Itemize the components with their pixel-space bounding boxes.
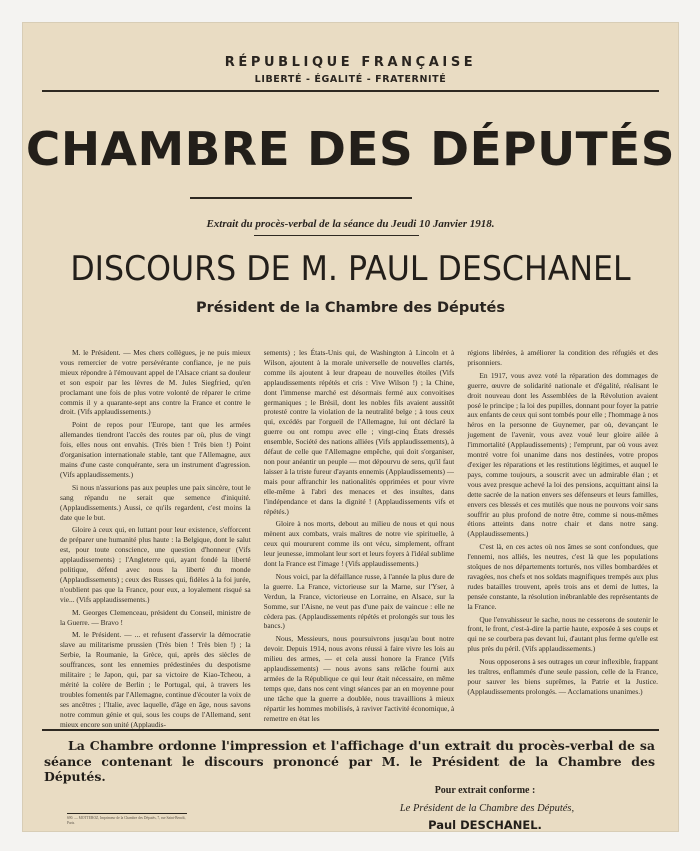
top-rule xyxy=(42,90,659,92)
extrait-line: Extrait du procès-verbal de la séance du Jeudi 10 Janvier 1918. xyxy=(206,218,495,230)
president-subtitle: Président de la Chambre des Députés xyxy=(196,300,505,316)
speech-columns xyxy=(60,348,658,732)
paragraph: régions libérées, à améliorer la condition des réfugiés et des prisonniers. xyxy=(467,348,658,367)
pour-extrait-conforme: Pour extrait conforme : xyxy=(434,785,536,796)
republique-heading: RÉPUBLIQUE FRANÇAISE xyxy=(224,55,477,70)
signer-name: Paul DESCHANEL. xyxy=(428,818,542,832)
paragraph: M. le Président. — ... et refusent d'asservir la démocratie slave au militarisme prussien (Très bien ! Très bien !) ; la Serbie, la Roumanie, la Grèce, qui, après des siècles de souffrances, sont les ennemies prédestinées du despotisme militaire ; le Japon, qui, par sa victoire de Kiao-Tcheou, a mérité la colère de Berlin ; le Portugal, qui, à travers les troubles fomentés par l'Allemagne, continue d'écouter la voix de ses ancêtres ; l'Italie, avec laquelle, d'âge en âge, nous savons notre commun génie et qui, sous les coups de l'Allemand, sent mieux encore son unité (Applaudis- xyxy=(60,630,251,729)
paragraph: Nous opposerons à ses outrages un cœur inflexible, frappant les traîtres, enflammés d'une seule passion, celle de la France, pour sauver les biens suprêmes, la Patrie et la Justice. (Applaudissements prolongés. — Acclamations unanimes.) xyxy=(467,657,658,696)
extrait-rule-bottom xyxy=(254,235,419,236)
paragraph: M. le Président. — Mes chers collègues, je ne puis mieux vous remercier de votre persévérante confiance, je ne puis mieux répondre à l'émouvant appel de l'Alsace criant sa douleur et son espoir par les lèvres de M. Jules Siegfried, qu'en proclamant une fois de plus votre volonté de réparer le crime commis il y a quarante-sept ans contre la France et contre le droit. (Vifs applaudissements.) xyxy=(60,348,251,417)
discours-title: DISCOURS DE M. PAUL DESCHANEL xyxy=(70,249,631,289)
ordonnance-text: La Chambre ordonne l'impression et l'affichage d'un extrait du procès-verbal de sa séance contenant le discours prononcé par M. le Président de la Chambre des Députés. xyxy=(44,738,655,784)
speech-column-2 xyxy=(264,348,455,732)
paragraph: C'est là, en ces actes où nos âmes se sont confondues, que l'ennemi, nos alliés, les neutres, c'est là que les populations stoïques de nos départements torturés, nos villes bombardées et ravagées, nos chefs et nos soldats magnifiques trempés aux plus rudes batailles trouvent, après trois ans et demi de luttes, la pensée constante, la résolution inébranlable des représentants de la France. xyxy=(467,542,658,611)
poster xyxy=(22,22,679,832)
paragraph: Que l'envahisseur le sache, nous ne cesserons de soutenir le front, le front, c'est-à-dire la partie haute, exposée à ses coups et qui ne se courbera pas devant lui, d'autant plus ferme qu'elle est plus près du péril. (Vifs applaudissements.) xyxy=(467,614,658,654)
devise: LIBERTÉ - ÉGALITÉ - FRATERNITÉ xyxy=(254,74,447,85)
paragraph: Gloire à nos morts, debout au milieu de nous et qui nous mènent aux combats, vrais maîtres de notre vie spirituelle, à ceux qui moururent comme ils ont vécu, simplement, offrant leur jeunesse, immolant leur sort et leurs foyers à l'idéal sublime dont la France est l'image ! (Vifs applaudissements.) xyxy=(263,519,455,569)
speech-column-3 xyxy=(467,348,658,732)
chambre-title: CHAMBRE DES DÉPUTÉS xyxy=(25,122,676,176)
paragraph: Point de repos pour l'Europe, tant que les armées allemandes tiendront l'accès des routes par où, plus de vingt fois, elles nous ont envahis. (Très bien ! Très bien !) Point d'organisation internationale stable, tant que l'Allemagne, aux mains d'une caste conquérante, sera un instrument d'agression. (Vifs applaudissements.) xyxy=(60,420,251,479)
paragraph: Nous, Messieurs, nous poursuivrons jusqu'au bout notre devoir. Depuis 1914, nous avons réussi à faire vivre les lois au milieu des armes, — et cela aussi honore la France (Vifs applaudissements) — nous avons sans relâche fourni aux armées de la République ce qui leur était nécessaire, en même temps que, dans nos cent vingt séances par an en moyenne pour une tâche que la guerre a doublée, nous travaillions à mieux répartir les hommes mobilisés, à raviver l'activité économique, à remettre en état les xyxy=(263,634,455,723)
signer-role: Le Président de la Chambre des Députés, xyxy=(399,803,575,814)
paragraph: Nous voici, par la défaillance russe, à l'année la plus dure de la guerre. La France, victorieuse sur la Marne, sur l'Yser, à Verdun, la France, victorieuse en Lorraine, en Alsace, sur la Somme, sur l'Aisne, ne veut pas d'une paix de vaincue : elle ne cèdera pas. (Applaudissements répétés et prolongés sur tous les bancs.) xyxy=(263,571,455,631)
columns-bottom-rule xyxy=(42,729,659,731)
speech-column-1 xyxy=(60,348,251,732)
paragraph: Gloire à ceux qui, en luttant pour leur existence, s'efforcent de préparer une humanité plus haute : la Belgique, dont le salut est, pour toute conscience, une question d'honneur (Vifs applaudissements) ; l'Angleterre qui, ayant fondé la liberté politique, défend avec nous la liberté du monde (Applaudissements) ; ceux des Russes qui, fidèles à la foi jurée, n'oublient pas que la France, pour eux, a loyalement risqué sa vie... (Vifs applaudissements.) xyxy=(60,525,251,604)
paragraph: Si nous n'assurions pas aux peuples une paix sincère, tout le sang répandu ne serait que semence d'iniquité. (Applaudissements.) Aussi, ce qu'ils regardent, c'est moins la date que le but. xyxy=(60,482,251,522)
imprint-rule xyxy=(67,813,187,814)
paragraph: sements) ; les États-Unis qui, de Washington à Lincoln et à Wilson, ajoutent à la morale universelle de nouvelles clartés, comme ils ajoutent à leur drapeau de nouvelles étoiles (Vifs applaudissements répétés et cris : Vive Wilson !) ; la Chine, dont l'immense marché est désormais fermé aux convoitises germaniques ; le Brésil, dont les nobles fils avaient aussitôt protesté contre la violation de la neutralité belge ; à tous ceux qui, excédés par l'orgueil de l'Allemagne, lui ont déclaré la guerre ou ont rompu avec elle ; vingt-cinq États dressés ensemble, Société des nations alliées (Vifs applaudissements), à défaut de celle que l'Allemagne empêche, qui doit s'organiser, non pour anéantir un peuple — mot dépourvu de sens, qu'il faut laisser à la triste fureur d'ayants ennemis (Applaudissements) — mais pour affranchir les nationalités opprimées et pour vivre elle-même à l'abri des menaces et des insultes, dans l'indépendance et dans la dignité ! (Applaudissements vifs et répétés.) xyxy=(263,348,455,516)
extrait-rule-top xyxy=(190,197,412,199)
paragraph: En 1917, vous avez voté la réparation des dommages de guerre, œuvre de solidarité nationale et d'égalité, réalisant le droit nouveau dont les Assemblées de la Révolution avaient posé le principe ; la loi des pupilles, donnant pour foyer la patrie aux enfants de ceux qui sont tombés pour elle ; l'hommage à nos héros en la personne de Guynemer, par où, devançant le jugement de l'avenir, vous avez voué leur gloire ailée à l'immortalité (Applaudissements) ; l'emprunt, par où vous avez montré votre foi unanime dans nos destinées, votre propos d'exiger les réparations et les restitutions légitimes, et auquel le pays, comme toujours, a souscrit avec un admirable élan ; et vous avez presque achevé la loi des pensions, acquittant ainsi la dette sacrée de la nation envers ses défenseurs et leurs familles, envers ces blessés et ces mutilés que nous ne pouvons voir sans souffrir au plus profond de notre être, comme si nous-mêmes étions atteints dans notre chair et dans notre sang. (Applaudissements.) xyxy=(467,370,658,539)
paragraph: M. Georges Clemenceau, président du Conseil, ministre de la Guerre. — Bravo ! xyxy=(60,607,251,627)
printer-imprint: 690. — MOTTEROZ, Imprimeur de la Chambre des Députés, 7, rue Saint-Benoît, Paris. xyxy=(67,816,186,825)
